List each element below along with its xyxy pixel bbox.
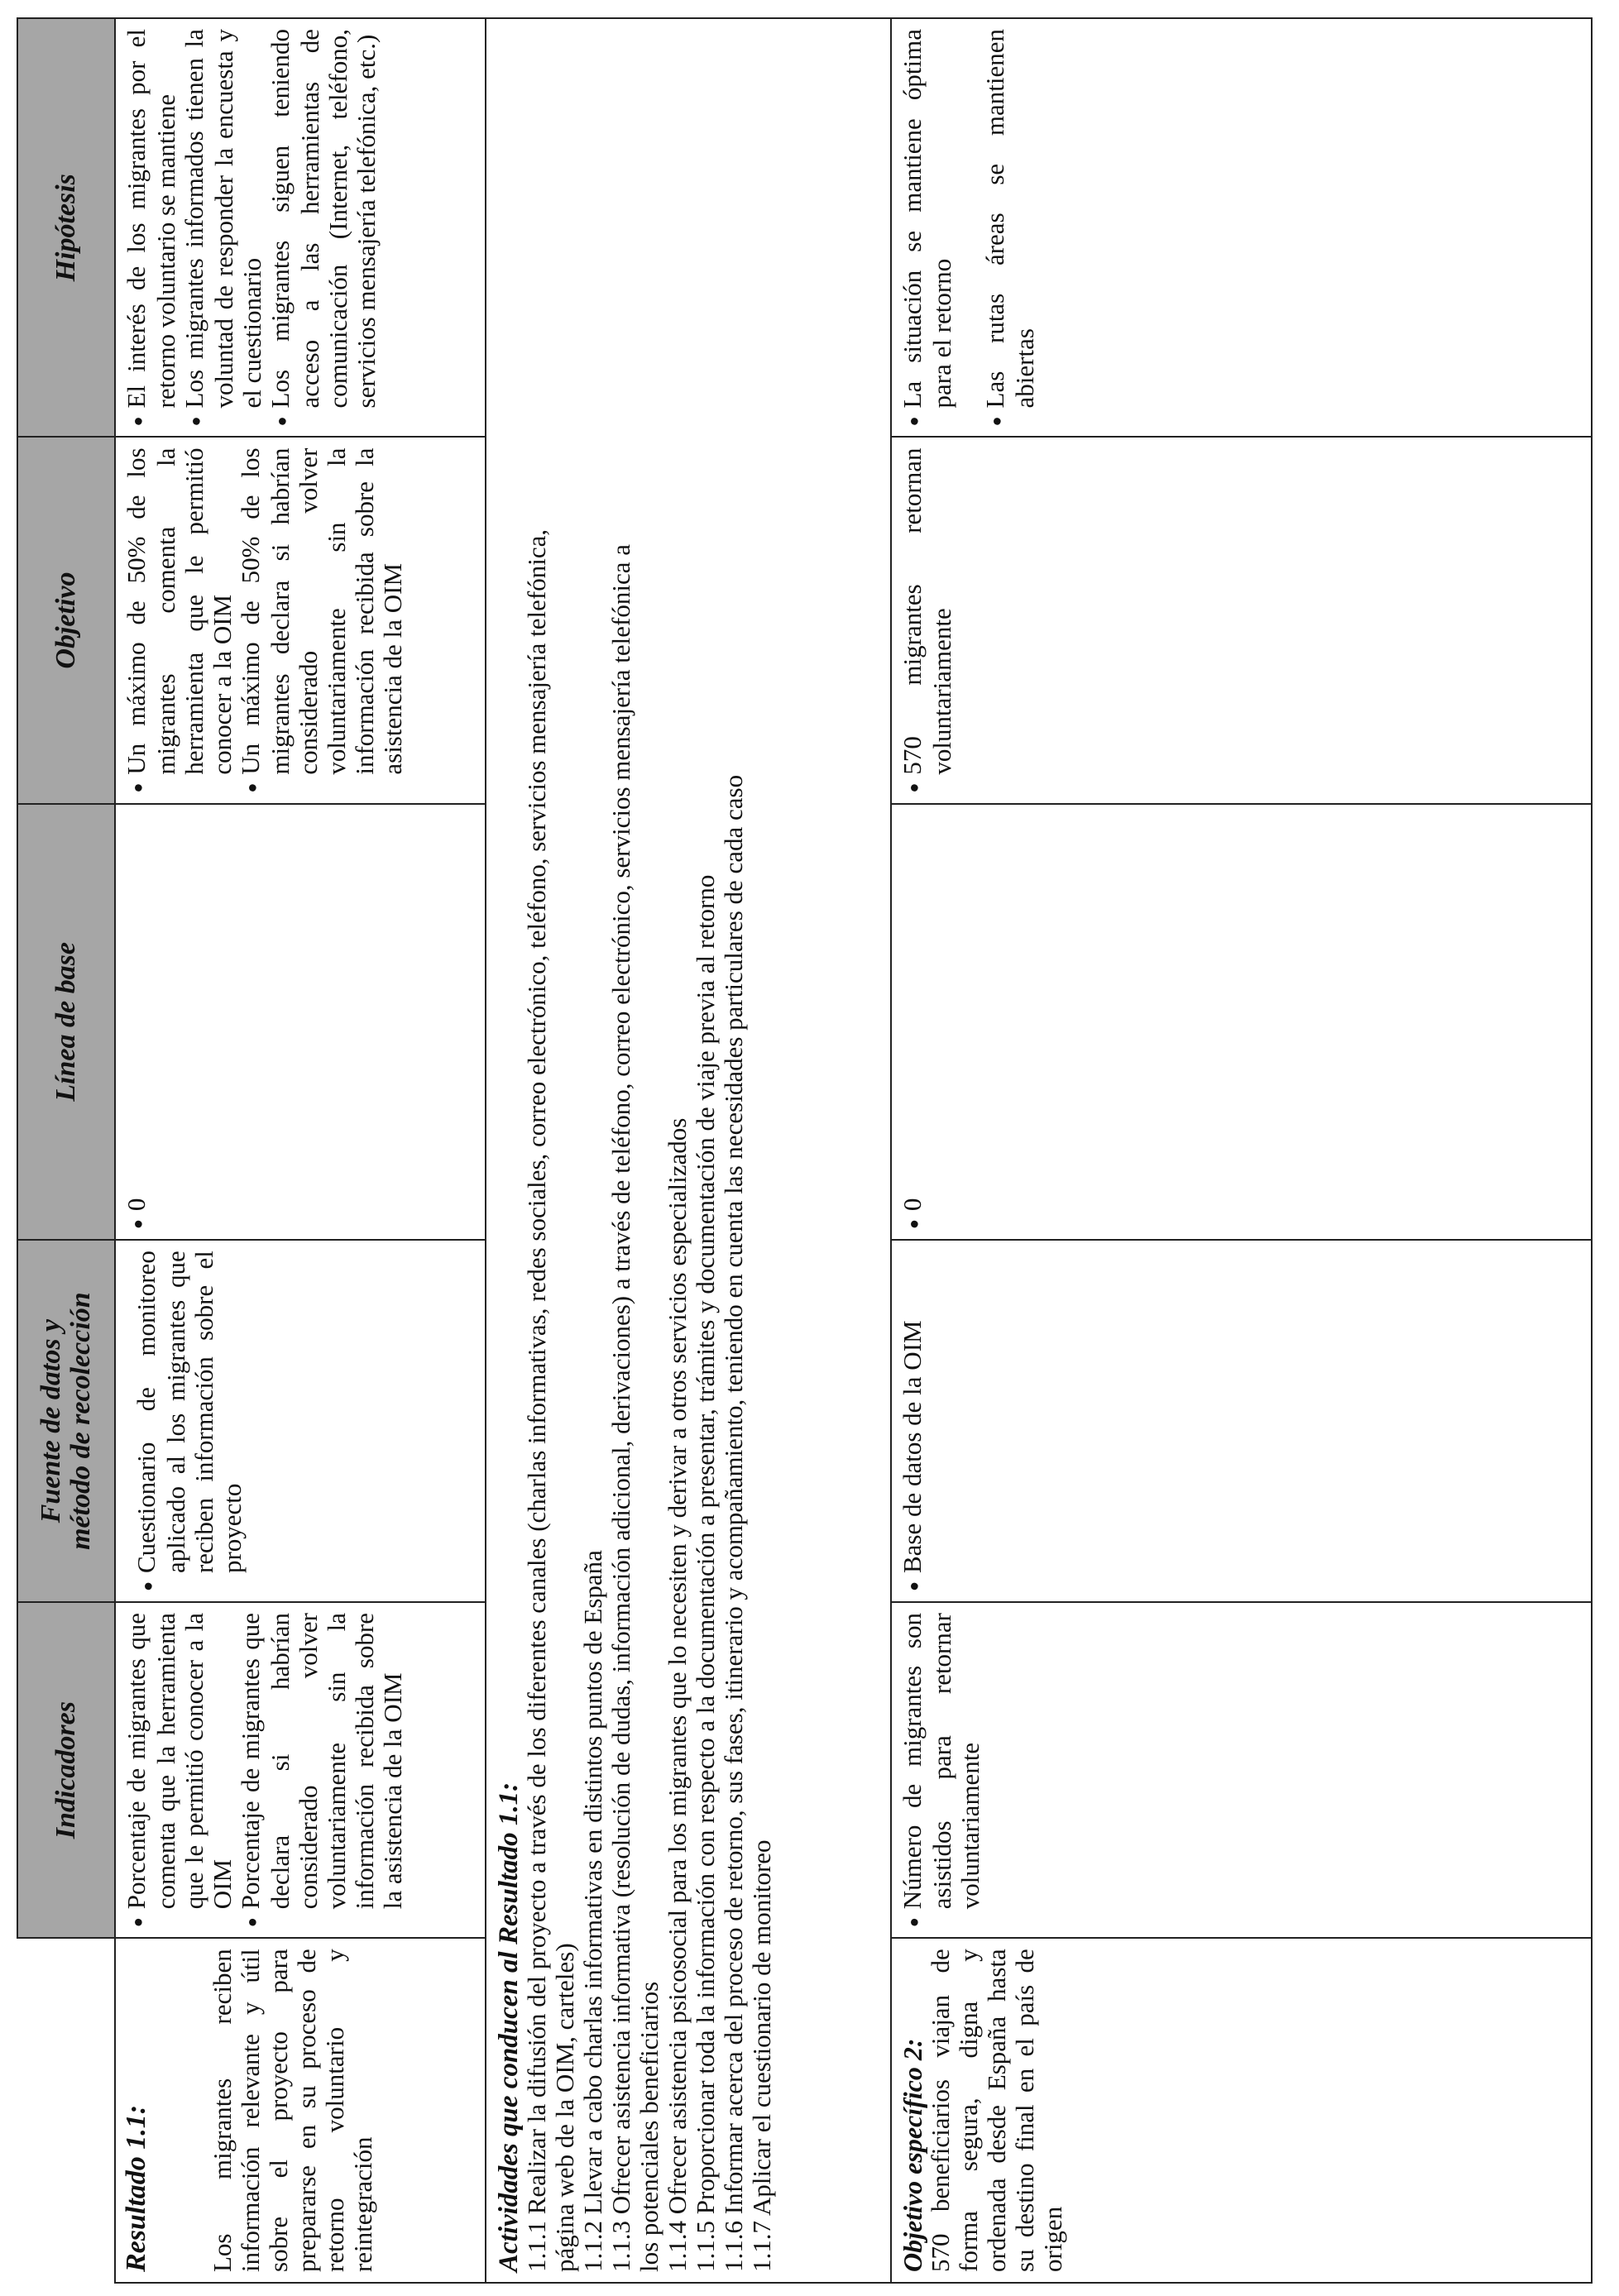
source-item: ● Base de datos de la OIM <box>898 1251 928 1591</box>
corner-cell <box>17 1938 115 2283</box>
result-1-1-objective <box>115 437 486 803</box>
header-objetivo: Objetivo <box>17 437 115 803</box>
activity-line: página web de la OIM, carteles) <box>550 1943 579 2272</box>
header-fuente-text: Fuente de datos y método de recolección <box>36 1292 96 1550</box>
header-hipotesis: Hipótesis <box>17 18 115 437</box>
result-1-1-cell <box>115 1938 486 2283</box>
objective-2-hypothesis <box>891 18 1592 437</box>
source-item: ● Cuestionario de monitoreo aplicado al los migrantes que reciben información sobre el proyecto <box>132 1251 247 1591</box>
objective-2-title: Objetivo específico 2: <box>898 2038 927 2272</box>
header-linea-base: Línea de base <box>17 804 115 1241</box>
logical-framework-table <box>17 17 1593 2284</box>
result-1-1-source <box>115 1240 486 1602</box>
header-fuente <box>17 1240 115 1602</box>
result-1-1-baseline <box>115 804 486 1241</box>
hypothesis-item: ● Los migrantes informados tienen la voluntad de responder la encuesta y el cuestionario <box>180 29 266 426</box>
result-1-1-text: Los migrantes reciben información relevante y útil sobre el proyecto para prepararse en su proceso de retorno voluntario y reintegración <box>208 1949 377 2272</box>
hypothesis-item: ● La situación se mantiene óptima para el retorno <box>898 29 956 426</box>
activity-line: 1.1.2 Llevar a cabo charlas informativas en distintos puntos de España <box>578 1550 607 2272</box>
result-1-1-title: Resultado 1.1: <box>121 2104 151 2272</box>
activity-line: 1.1.4 Ofrecer asistencia psicosocial para los migrantes que lo necesiten y derivar a otros servicios especializados <box>663 1117 692 2272</box>
activities-cell <box>486 18 891 2283</box>
activity-line: 1.1.7 Aplicar el cuestionario de monitoreo <box>747 1839 776 2272</box>
objective-2-objective <box>891 437 1592 803</box>
activity-line: 1.1.3 Ofrecer asistencia informativa (resolución de dudas, información adicional, derivaciones) a través de teléfono, correo electrónico, servicios mensajería telefónica a <box>606 543 635 2272</box>
header-row <box>17 18 115 2283</box>
result-1-1-hypothesis <box>115 18 486 437</box>
activities-title: Actividades que conducen al Resultado 1.1: <box>494 1782 524 2272</box>
indicator-item: ● Porcentaje de migrantes que declara si habrían considerado volver voluntariamente sin la información recibida sobre la asistencia de la OIM <box>237 1613 407 1927</box>
result-1-1-row <box>115 18 486 2283</box>
hypothesis-item: ● Las rutas áreas se mantienen abiertas <box>981 29 1039 426</box>
objective-item: ● Un máximo de 50% de los migrantes comenta la herramienta que le permitió conocer a la OIM <box>122 447 237 792</box>
activity-line: 1.1.5 Proporcionar toda la información con respecto a la documentación a presentar, trámites y documentación de viaje previa al retorno <box>691 874 720 2272</box>
baseline-item: ● 0 <box>898 815 928 1230</box>
activities-row <box>486 18 891 2283</box>
activity-line: 1.1.1 Realizar la difusión del proyecto a través de los diferentes canales (charlas informativas, redes sociales, correo electrónico, teléfono, servicios mensajería telefónica, <box>522 529 551 2272</box>
indicator-item: ● Número de migrantes son asistidos para retornar voluntariamente <box>898 1613 984 1927</box>
hypothesis-item: ● El interés de los migrantes por el retorno voluntario se mantiene <box>122 29 180 426</box>
result-1-1-indicators <box>115 1602 486 1938</box>
objective-2-source <box>891 1240 1592 1602</box>
objective-2-indicators <box>891 1602 1592 1938</box>
indicator-item: ● Porcentaje de migrantes que comenta que la herramienta que le permitió conocer a la OIM <box>122 1613 237 1927</box>
activity-line: 1.1.6 Informar acerca del proceso de retorno, sus fases, itinerario y acompañamiento, teniendo en cuenta las necesidades particulares de cada caso <box>719 774 748 2272</box>
activity-line: los potenciales beneficiarios <box>635 1981 663 2272</box>
hypothesis-item: ● Los migrantes siguen teniendo acceso a las herramientas de comunicación (Internet, teléfono, servicios mensajería telefónica, etc.) <box>266 29 381 426</box>
objective-item: ● Un máximo de 50% de los migrantes declara si habrían considerado volver voluntariamente sin la información recibida sobre la asistencia de la OIM <box>237 447 407 792</box>
objective-item: ● 570 migrantes retornan voluntariamente <box>898 447 956 792</box>
header-indicadores: Indicadores <box>17 1602 115 1938</box>
objective-2-row <box>891 18 1592 2283</box>
objective-2-baseline <box>891 804 1592 1241</box>
objective-2-cell <box>891 1938 1592 2283</box>
objective-2-text: 570 beneficiarios viajan de forma segura, digna y ordenada desde España hasta su destino final en el país de origen <box>926 1949 1067 2272</box>
baseline-item: ● 0 <box>122 815 152 1230</box>
